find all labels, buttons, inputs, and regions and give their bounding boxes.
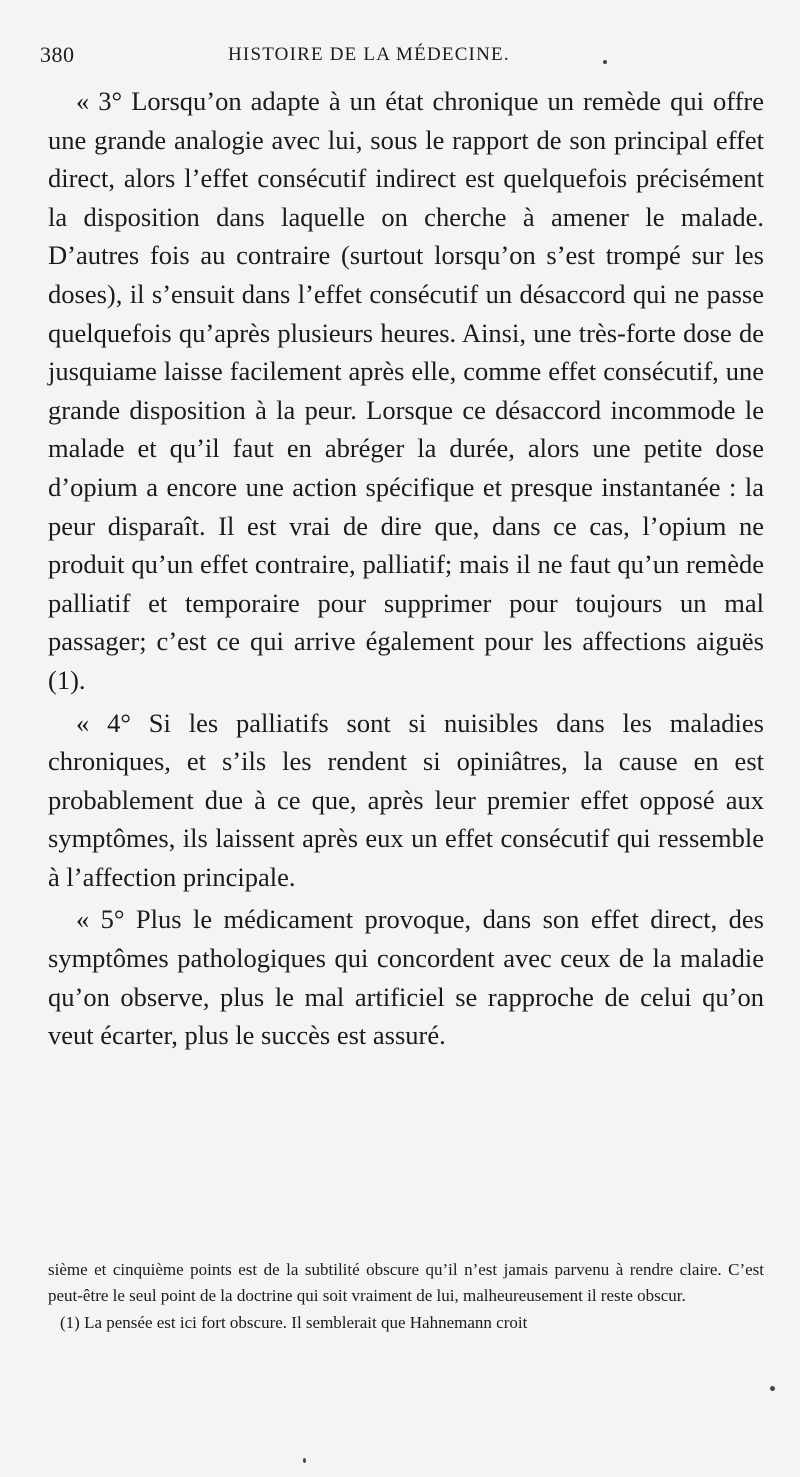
paper-speck — [303, 1458, 306, 1463]
paper-speck — [603, 60, 607, 64]
footnote-1: (1) La pensée est ici fort obscure. Il semblerait que Hahnemann croit — [60, 1313, 528, 1332]
paragraph-point-4: « 4° Si les palliatifs sont si nuisibles dans les maladies chroniques, et s’ils les rendent si opiniâtres, la cause en est probablement due à ce que, après leur premier effet opposé aux symptômes, ils laissent après eux un effet consécutif qui ressemble à l’affection principale. — [48, 707, 764, 892]
main-text — [48, 82, 764, 1059]
paper-speck — [770, 1386, 775, 1391]
paragraph-point-3: « 3° Lorsqu’on adapte à un état chronique un remède qui offre une grande analogie avec lui, sous le rapport de son principal effet direct, alors l’effet consécutif indirect est quelquefois précisément la disposition dans laquelle on cherche à amener le malade. D’autres fois au contraire (surtout lorsqu’on s’est trompé sur les doses), il s’ensuit dans l’effet consécutif un désaccord qui ne passe quelquefois qu’après plusieurs heures. Ainsi, une très-forte dose de jusquiame laisse facilement après elle, comme effet consécutif, une grande disposition à la peur. Lorsque ce désaccord incommode le malade et qu’il faut en abréger la durée, alors une petite dose d’opium a encore une action spécifique et presque instantanée : la peur disparaît. Il est vrai de dire que, dans ce cas, l’opium ne produit qu’un effet contraire, palliatif; mais il ne faut qu’un remède palliatif et temporaire pour supprimer pour toujours un mal passager; c’est ce qui arrive également pour les affections aiguës (1). — [48, 86, 764, 695]
paragraph-point-5: « 5° Plus le médicament provoque, dans son effet direct, des symptômes pathologiques qui concordent avec ceux de la maladie qu’on observe, plus le mal artificiel se rapproche de celui qu’on veut écarter, plus le succès est assuré. — [48, 904, 764, 1051]
page-number: 380 — [40, 42, 75, 67]
page-header — [40, 42, 760, 74]
footnote-continuation: sième et cinquième points est de la subtilité obscure qu’il n’est jamais parvenu à rendre claire. C’est peut-être le seul point de la doctrine qui soit vraiment de lui, malheureusement il reste obscur. — [48, 1260, 764, 1305]
running-head: HISTOIRE DE LA MÉDECINE. — [228, 44, 510, 65]
footnotes — [48, 1257, 764, 1338]
